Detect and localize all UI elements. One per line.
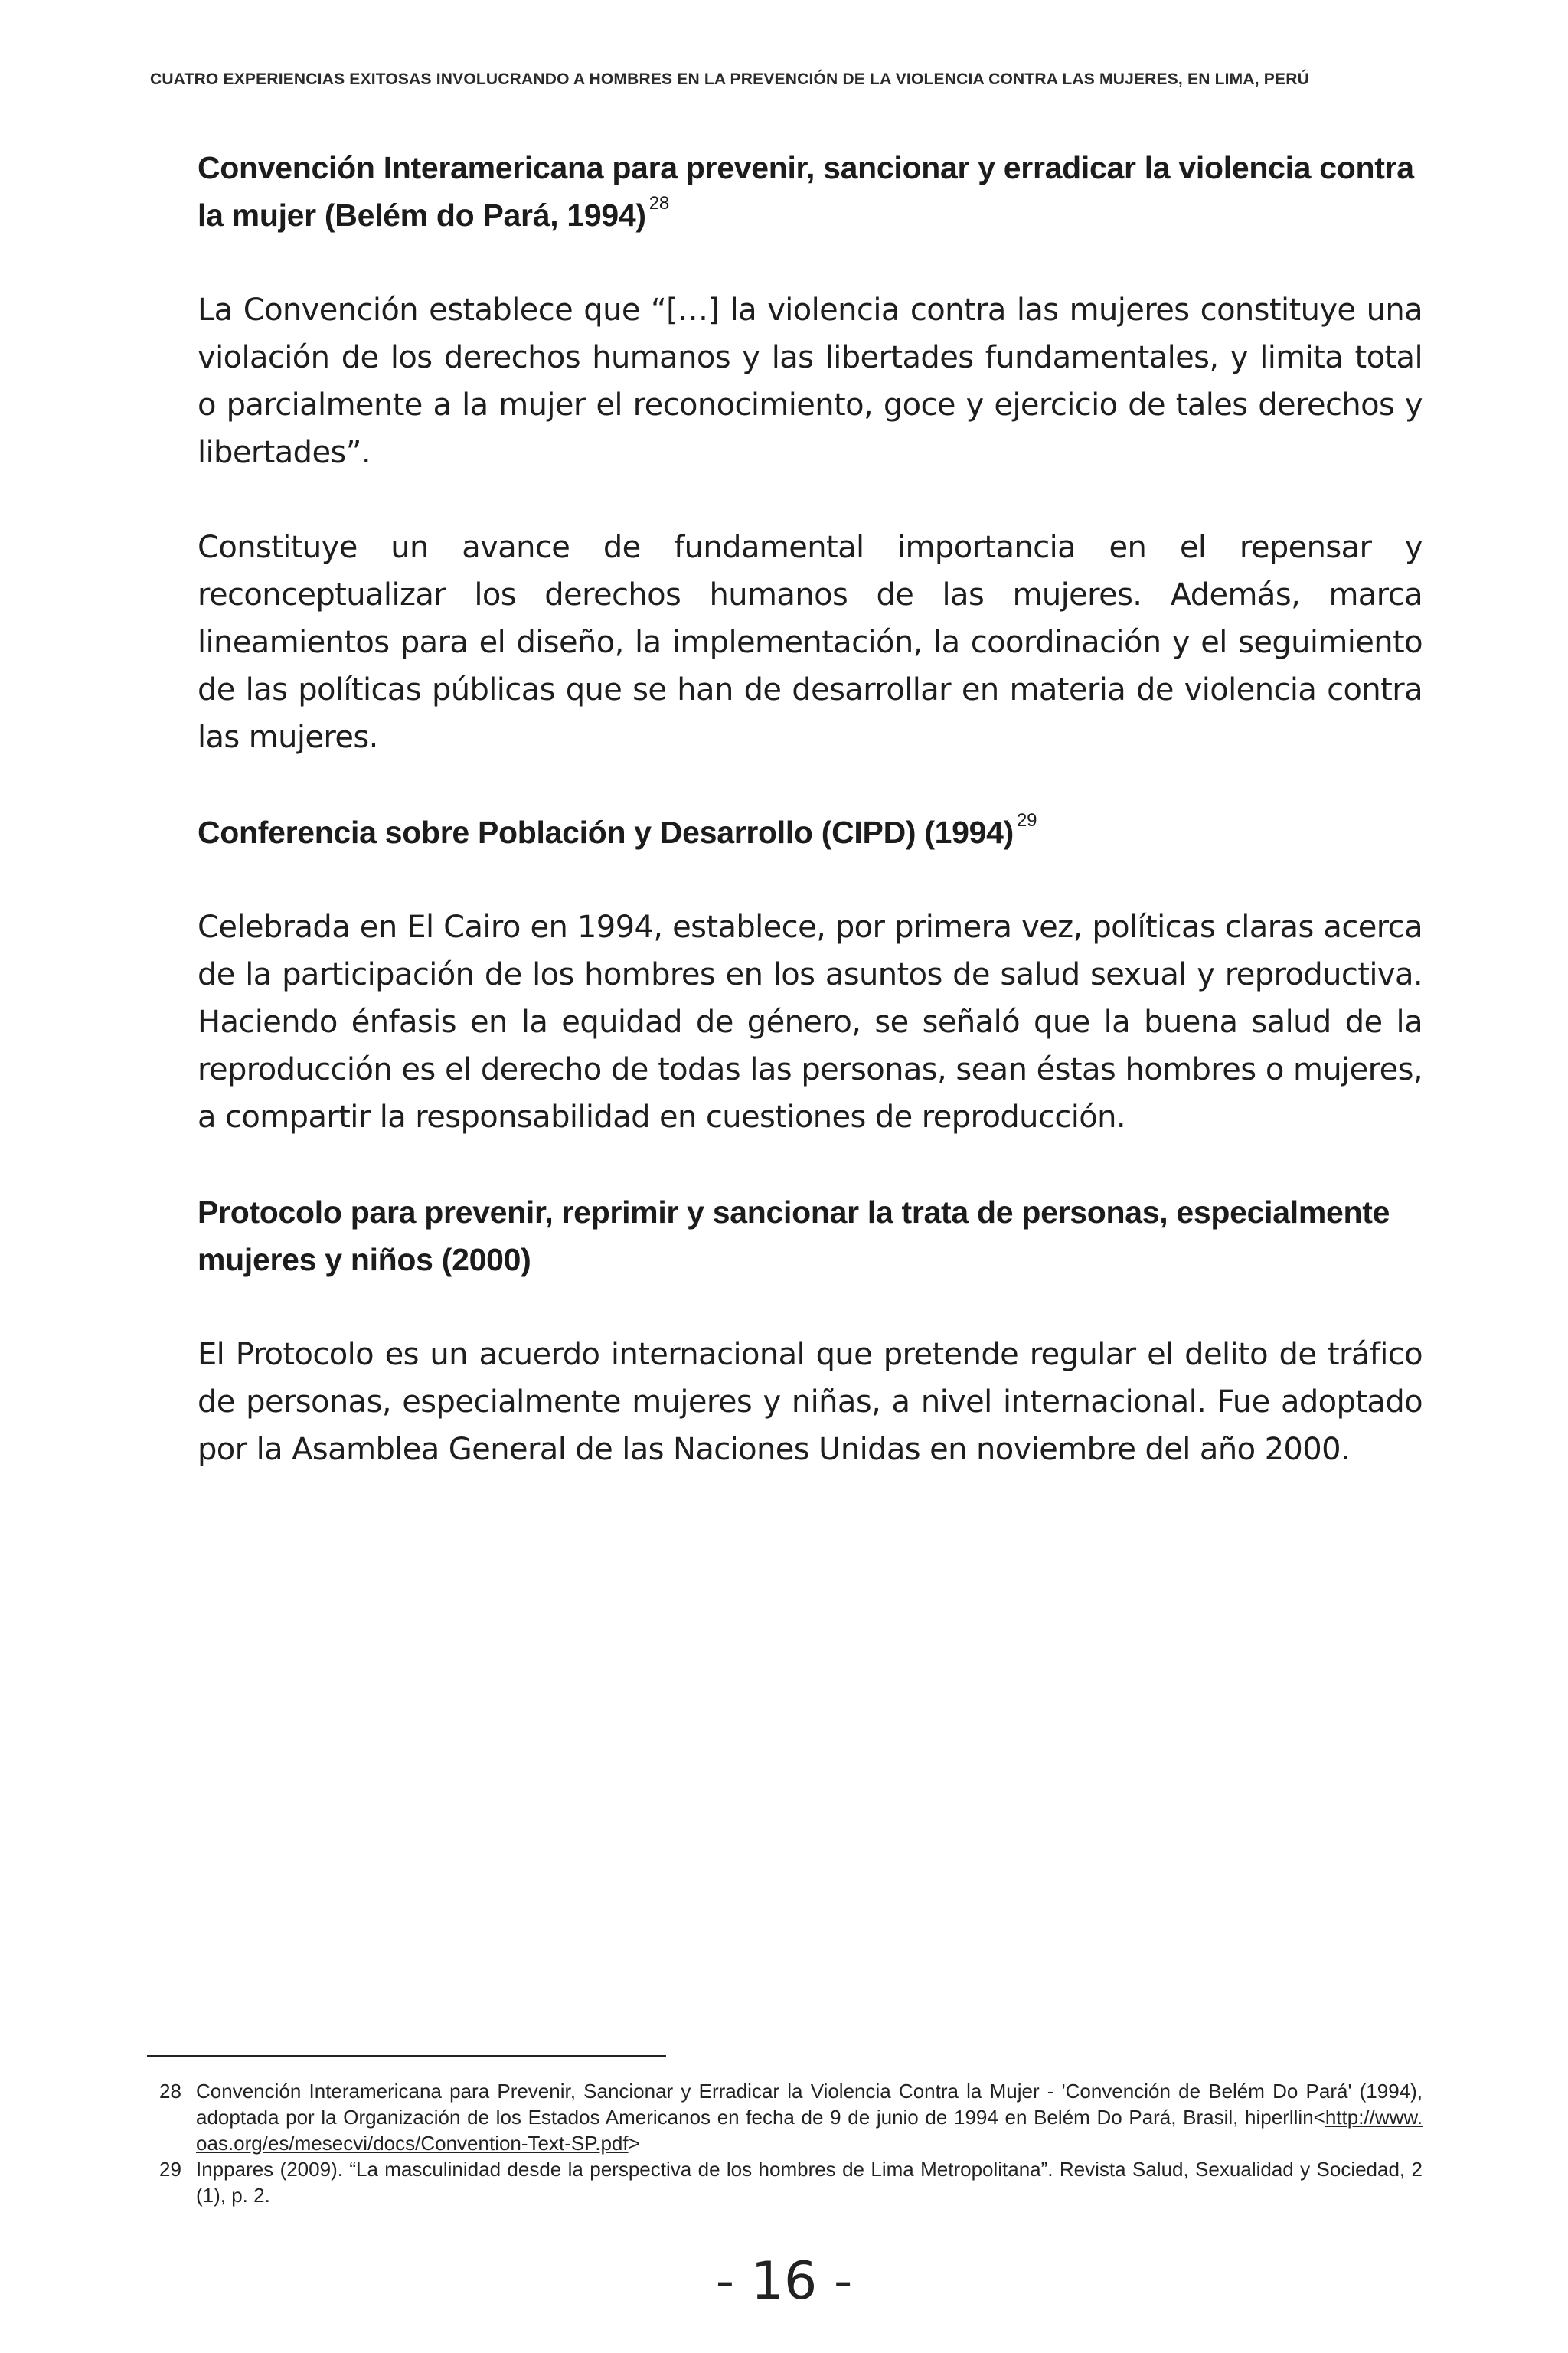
section-heading	[198, 144, 1423, 239]
body-paragraph: El Protocolo es un acuerdo internacional que pretende regular el delito de tráfico de personas, especialmente mujeres y niñas, a nivel internacional. Fue adoptado por la Asamblea General de las Naciones Unidas en noviembre del año 2000.	[198, 1337, 1423, 1467]
section-heading-text: Conferencia sobre Población y Desarrollo (CIPD) (1994)	[198, 815, 1014, 850]
footnotes	[159, 2078, 1423, 2208]
footnote-number: 29	[159, 2158, 181, 2181]
footnote-text-body: Convención Interamericana para Prevenir, Sancionar y Erradicar la Violencia Contra la Mujer - 'Convención de Belém Do Pará' (1994), adoptada por la Organización de los Estados Americanos en fecha de 9 de junio de 1994 en Belém Do Pará, Brasil, hiperllin<	[196, 2080, 1423, 2129]
footnote-ref[interactable]: 29	[1017, 810, 1037, 831]
section-heading-text: Protocolo para prevenir, reprimir y sancionar la trata de personas, especialmente mujeres y niños (2000)	[198, 1194, 1390, 1277]
footnote-link[interactable]: http://www. oas.org/es/mesecvi/docs/Convention-Text-SP.pdf	[196, 2106, 1423, 2155]
page-number: - 16 -	[715, 2251, 853, 2312]
footnote-item	[159, 2156, 1423, 2208]
section-heading	[198, 809, 1423, 856]
section-heading-text: Convención Interamericana para prevenir, sancionar y erradicar la violencia contra la mujer (Belém do Pará, 1994)	[198, 150, 1414, 233]
body-paragraph: Constituye un avance de fundamental importancia en el repensar y reconceptualizar los derechos humanos de las mujeres. Además, marca lineamientos para el diseño, la implementación, la coordinación y el seguimiento de las políticas públicas que se han de desarrollar en materia de violencia contra las mujeres.	[198, 530, 1423, 755]
footnote-item	[159, 2078, 1423, 2156]
footnote-text: Inppares (2009). “La masculinidad desde la perspectiva de los hombres de Lima Metropolitana”. Revista Salud, Sexualidad y Sociedad, 2 (1), p. 2.	[196, 2158, 1423, 2207]
footnote-text-suffix: >	[628, 2132, 640, 2155]
body-paragraph: La Convención establece que “[…] la violencia contra las mujeres constituye una violación de los derechos humanos y las libertades fundamentales, y limita total o parcialmente a la mujer el reconocimiento, goce y ejercicio de tales derechos y libertades”.	[198, 292, 1423, 470]
footnote-ref[interactable]: 28	[648, 193, 669, 214]
footnote-number: 28	[159, 2080, 181, 2103]
main-content	[198, 144, 1423, 1473]
footnote-text	[196, 2078, 1423, 2156]
footnote-divider	[147, 2055, 666, 2057]
section-heading	[198, 1188, 1423, 1283]
body-paragraph: Celebrada en El Cairo en 1994, establece, por primera vez, políticas claras acerca de la participación de los hombres en los asuntos de salud sexual y reproductiva. Haciendo énfasis en la equidad de género, se señaló que la buena salud de la reproducción es el derecho de todas las personas, sean éstas hombres o mujeres, a compartir la responsabilidad en cuestiones de reproducción.	[198, 910, 1423, 1135]
running-header: CUATRO EXPERIENCIAS EXITOSAS INVOLUCRANDO A HOMBRES EN LA PREVENCIÓN DE LA VIOLENCIA CONTRA LAS MUJERES, EN LIMA, PERÚ	[150, 70, 1309, 88]
